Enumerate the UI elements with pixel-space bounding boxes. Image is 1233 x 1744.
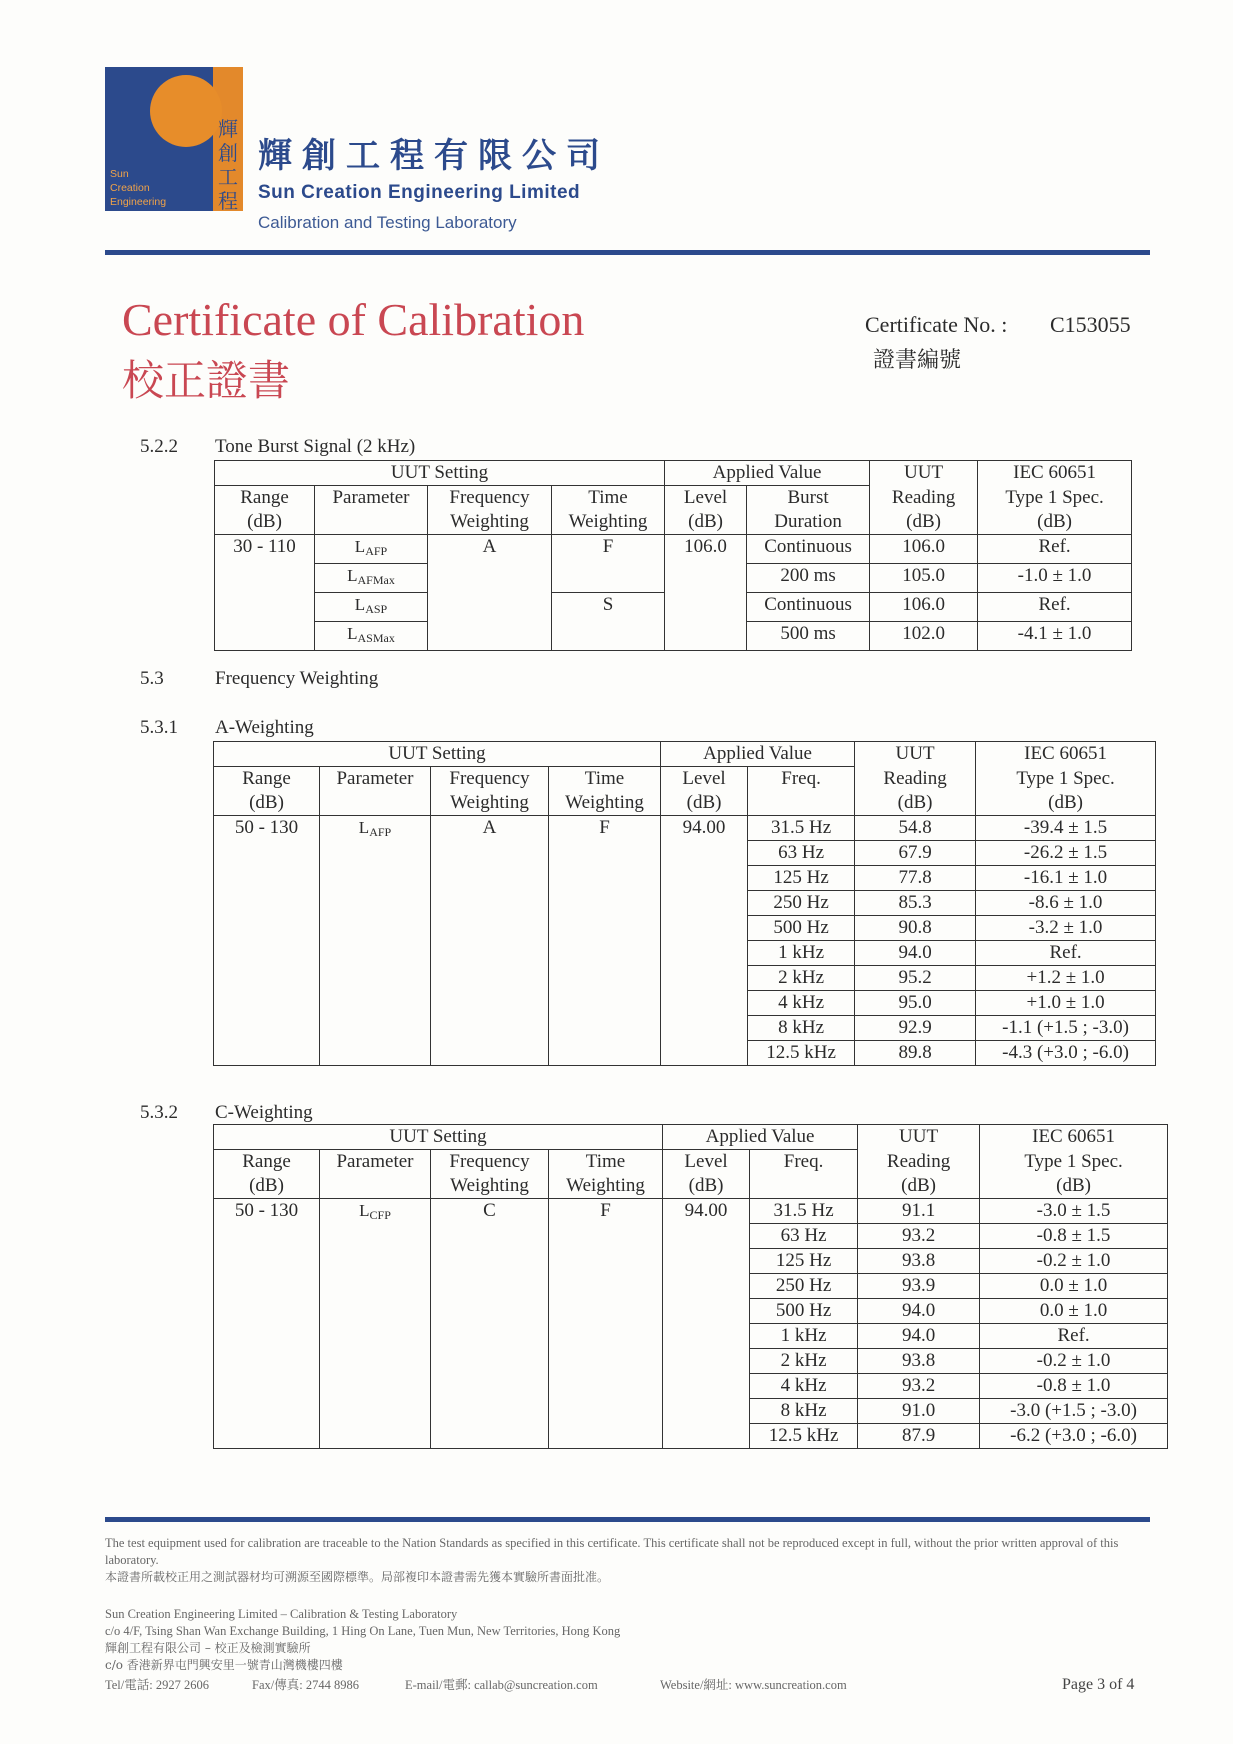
range-header: Range (dB) [214, 1150, 320, 1199]
logo-cjk-text: 輝 創 工 程 [218, 117, 238, 213]
freq-weighting-cell: A [428, 535, 552, 651]
section-title: Tone Burst Signal (2 kHz) [215, 436, 416, 457]
address-line: c/o 4/F, Tsing Shan Wan Exchange Building, 1 Hing On Lane, Tuen Mun, New Territories, Hong Kong [105, 1624, 621, 1638]
spec-cell: -1.1 (+1.5 ; -3.0) [976, 1016, 1156, 1041]
reading-cell: 77.8 [855, 866, 976, 891]
lab-address [105, 1606, 1155, 1674]
parameter-header: Parameter [315, 486, 428, 535]
parameter-cell: $L_{AFP}$ [320, 816, 431, 1066]
reading-cell: 93.2 [858, 1224, 980, 1249]
spec-cell: -3.0 (+1.5 ; -3.0) [980, 1399, 1168, 1424]
time-weighting-cell: F [552, 535, 665, 593]
reading-cell: 92.9 [855, 1016, 976, 1041]
reading-cell: 54.8 [855, 816, 976, 841]
spec-header: Type 1 Spec. (dB) [980, 1150, 1168, 1199]
burst-duration-header: Burst Duration [747, 486, 870, 535]
range-header: Range (dB) [215, 486, 315, 535]
reading-cell: 95.2 [855, 966, 976, 991]
uut-header: UUT [870, 461, 978, 486]
uut-setting-header: UUT Setting [214, 742, 661, 767]
parameter-cell: $L_{CFP}$ [320, 1199, 431, 1449]
reading-cell: 93.2 [858, 1374, 980, 1399]
parameter-header: Parameter [320, 767, 431, 816]
address-line: Sun Creation Engineering Limited – Calibration & Testing Laboratory [105, 1607, 458, 1621]
reading-cell: 67.9 [855, 841, 976, 866]
freq-weighting-header: Frequency Weighting [431, 767, 549, 816]
spec-cell: -3.2 ± 1.0 [976, 916, 1156, 941]
reading-cell: 94.0 [858, 1324, 980, 1349]
freq-cell: 4 kHz [748, 991, 855, 1016]
section-number: 5.3 [140, 668, 164, 689]
lab-name: Calibration and Testing Laboratory [258, 213, 517, 232]
range-cell: 30 - 110 [215, 535, 315, 651]
reading-cell: 93.9 [858, 1274, 980, 1299]
range-header: Range (dB) [214, 767, 320, 816]
applied-value-header: Applied Value [663, 1125, 858, 1150]
a-weighting-table [213, 741, 1156, 1066]
freq-cell: 31.5 Hz [748, 816, 855, 841]
section-number: 5.2.2 [140, 436, 178, 457]
reading-cell: 91.1 [858, 1199, 980, 1224]
section-title: A-Weighting [215, 717, 314, 738]
freq-cell: 1 kHz [750, 1324, 858, 1349]
level-cell: 106.0 [665, 535, 747, 651]
level-header: Level (dB) [663, 1150, 750, 1199]
reading-cell: 93.8 [858, 1249, 980, 1274]
reading-header: Reading (dB) [870, 486, 978, 535]
burst-cell: Continuous [747, 535, 870, 564]
iec-header: IEC 60651 [978, 461, 1132, 486]
tone-burst-table [214, 460, 1132, 651]
freq-header: Freq. [748, 767, 855, 816]
freq-cell: 12.5 kHz [748, 1041, 855, 1066]
freq-weighting-cell: C [431, 1199, 549, 1449]
spec-cell: -0.2 ± 1.0 [980, 1249, 1168, 1274]
reading-cell: 91.0 [858, 1399, 980, 1424]
reading-header: Reading (dB) [858, 1150, 980, 1199]
burst-cell: 500 ms [747, 622, 870, 651]
page-number: Page 3 of 4 [1062, 1676, 1135, 1693]
freq-cell: 12.5 kHz [750, 1424, 858, 1449]
spec-cell: -39.4 ± 1.5 [976, 816, 1156, 841]
freq-cell: 500 Hz [750, 1299, 858, 1324]
section-title: C-Weighting [215, 1102, 313, 1123]
spec-header: Type 1 Spec. (dB) [976, 767, 1156, 816]
spec-cell: -0.8 ± 1.0 [980, 1374, 1168, 1399]
reading-cell: 102.0 [870, 622, 978, 651]
freq-cell: 63 Hz [748, 841, 855, 866]
reading-cell: 95.0 [855, 991, 976, 1016]
certificate-no-label-cjk: 證書編號 [873, 348, 962, 373]
freq-weighting-header: Frequency Weighting [428, 486, 552, 535]
reading-cell: 106.0 [870, 593, 978, 622]
spec-cell: -6.2 (+3.0 ; -6.0) [980, 1424, 1168, 1449]
burst-cell: 200 ms [747, 564, 870, 593]
address-line-cjk: c/o 香港新界屯門興安里一號青山灣機樓四樓 [105, 1658, 343, 1672]
freq-cell: 2 kHz [750, 1349, 858, 1374]
spec-cell: Ref. [978, 535, 1132, 564]
parameter-cell: $L_{AFMax}$ [315, 564, 428, 593]
iec-header: IEC 60651 [980, 1125, 1168, 1150]
freq-cell: 125 Hz [750, 1249, 858, 1274]
freq-cell: 31.5 Hz [750, 1199, 858, 1224]
iec-header: IEC 60651 [976, 742, 1156, 767]
freq-weighting-header: Frequency Weighting [431, 1150, 549, 1199]
freq-cell: 1 kHz [748, 941, 855, 966]
reading-cell: 87.9 [858, 1424, 980, 1449]
reading-cell: 90.8 [855, 916, 976, 941]
reading-cell: 106.0 [870, 535, 978, 564]
freq-weighting-cell: A [431, 816, 549, 1066]
reading-cell: 105.0 [870, 564, 978, 593]
spec-cell: +1.2 ± 1.0 [976, 966, 1156, 991]
certificate-no-label: Certificate No. : [865, 312, 1008, 337]
reading-cell: 85.3 [855, 891, 976, 916]
tel: Tel/電話: 2927 2606 [105, 1678, 209, 1692]
time-weighting-header: Time Weighting [549, 767, 661, 816]
time-weighting-cell: F [549, 816, 661, 1066]
email: E-mail/電郵: callab@suncreation.com [405, 1678, 598, 1692]
c-weighting-table [213, 1124, 1168, 1449]
range-cell: 50 - 130 [214, 1199, 320, 1449]
traceability-note-en: The test equipment used for calibration are traceable to the Nation Standards as specified in this certificate. This certificate shall not be reproduced except in full, without the prior written approval of this laboratory. [105, 1536, 1119, 1567]
freq-cell: 250 Hz [750, 1274, 858, 1299]
parameter-cell: $L_{AFP}$ [315, 535, 428, 564]
freq-header: Freq. [750, 1150, 858, 1199]
spec-cell: -4.3 (+3.0 ; -6.0) [976, 1041, 1156, 1066]
company-name-cjk: 輝創工程有限公司 [258, 136, 610, 176]
level-header: Level (dB) [661, 767, 748, 816]
parameter-header: Parameter [320, 1150, 431, 1199]
company-name-en: Sun Creation Engineering Limited [258, 182, 581, 203]
reading-cell: 93.8 [858, 1349, 980, 1374]
website: Website/網址: www.suncreation.com [660, 1678, 847, 1692]
uut-setting-header: UUT Setting [215, 461, 665, 486]
freq-cell: 4 kHz [750, 1374, 858, 1399]
burst-cell: Continuous [747, 593, 870, 622]
time-weighting-cell: F [549, 1199, 663, 1449]
freq-cell: 8 kHz [748, 1016, 855, 1041]
certificate-no-value: C153055 [1050, 312, 1131, 337]
spec-cell: -3.0 ± 1.5 [980, 1199, 1168, 1224]
footer-divider [105, 1517, 1150, 1522]
spec-cell: -0.8 ± 1.5 [980, 1224, 1168, 1249]
reading-cell: 89.8 [855, 1041, 976, 1066]
company-logo [105, 67, 243, 211]
time-weighting-header: Time Weighting [552, 486, 665, 535]
spec-header: Type 1 Spec. (dB) [978, 486, 1132, 535]
address-line-cjk: 輝創工程有限公司 – 校正及檢測實驗所 [105, 1641, 311, 1655]
spec-cell: -16.1 ± 1.0 [976, 866, 1156, 891]
time-weighting-header: Time Weighting [549, 1150, 663, 1199]
spec-cell: -1.0 ± 1.0 [978, 564, 1132, 593]
spec-cell: Ref. [980, 1324, 1168, 1349]
spec-cell: Ref. [978, 593, 1132, 622]
spec-cell: -8.6 ± 1.0 [976, 891, 1156, 916]
reading-cell: 94.0 [858, 1299, 980, 1324]
spec-cell: Ref. [976, 941, 1156, 966]
reading-cell: 94.0 [855, 941, 976, 966]
spec-cell: +1.0 ± 1.0 [976, 991, 1156, 1016]
uut-header: UUT [855, 742, 976, 767]
uut-header: UUT [858, 1125, 980, 1150]
freq-cell: 125 Hz [748, 866, 855, 891]
spec-cell: 0.0 ± 1.0 [980, 1299, 1168, 1324]
freq-cell: 500 Hz [748, 916, 855, 941]
freq-cell: 8 kHz [750, 1399, 858, 1424]
spec-cell: -26.2 ± 1.5 [976, 841, 1156, 866]
spec-cell: -0.2 ± 1.0 [980, 1349, 1168, 1374]
freq-cell: 63 Hz [750, 1224, 858, 1249]
logo-sun-icon [150, 75, 222, 147]
time-weighting-cell: S [552, 593, 665, 651]
level-cell: 94.00 [661, 816, 748, 1066]
header-divider [105, 250, 1150, 255]
certificate-title-cjk: 校正證書 [122, 356, 291, 405]
section-number: 5.3.1 [140, 717, 178, 738]
level-cell: 94.00 [663, 1199, 750, 1449]
traceability-note-cjk: 本證書所載校正用之測試器材均可溯源至國際標準。局部複印本證書需先獲本實驗所書面批准。 [105, 1570, 610, 1584]
traceability-note [105, 1535, 1155, 1586]
parameter-cell: $L_{ASP}$ [315, 593, 428, 622]
spec-cell: 0.0 ± 1.0 [980, 1274, 1168, 1299]
level-header: Level (dB) [665, 486, 747, 535]
certificate-title: Certificate of Calibration [122, 294, 585, 345]
logo-en-text: Sun Creation Engineering [110, 168, 167, 208]
reading-header: Reading (dB) [855, 767, 976, 816]
uut-setting-header: UUT Setting [214, 1125, 663, 1150]
range-cell: 50 - 130 [214, 816, 320, 1066]
applied-value-header: Applied Value [661, 742, 855, 767]
freq-cell: 2 kHz [748, 966, 855, 991]
spec-cell: -4.1 ± 1.0 [978, 622, 1132, 651]
freq-cell: 250 Hz [748, 891, 855, 916]
fax: Fax/傳真: 2744 8986 [252, 1678, 359, 1692]
applied-value-header: Applied Value [665, 461, 870, 486]
section-title: Frequency Weighting [215, 668, 379, 689]
parameter-cell: $L_{ASMax}$ [315, 622, 428, 651]
section-number: 5.3.2 [140, 1102, 178, 1123]
